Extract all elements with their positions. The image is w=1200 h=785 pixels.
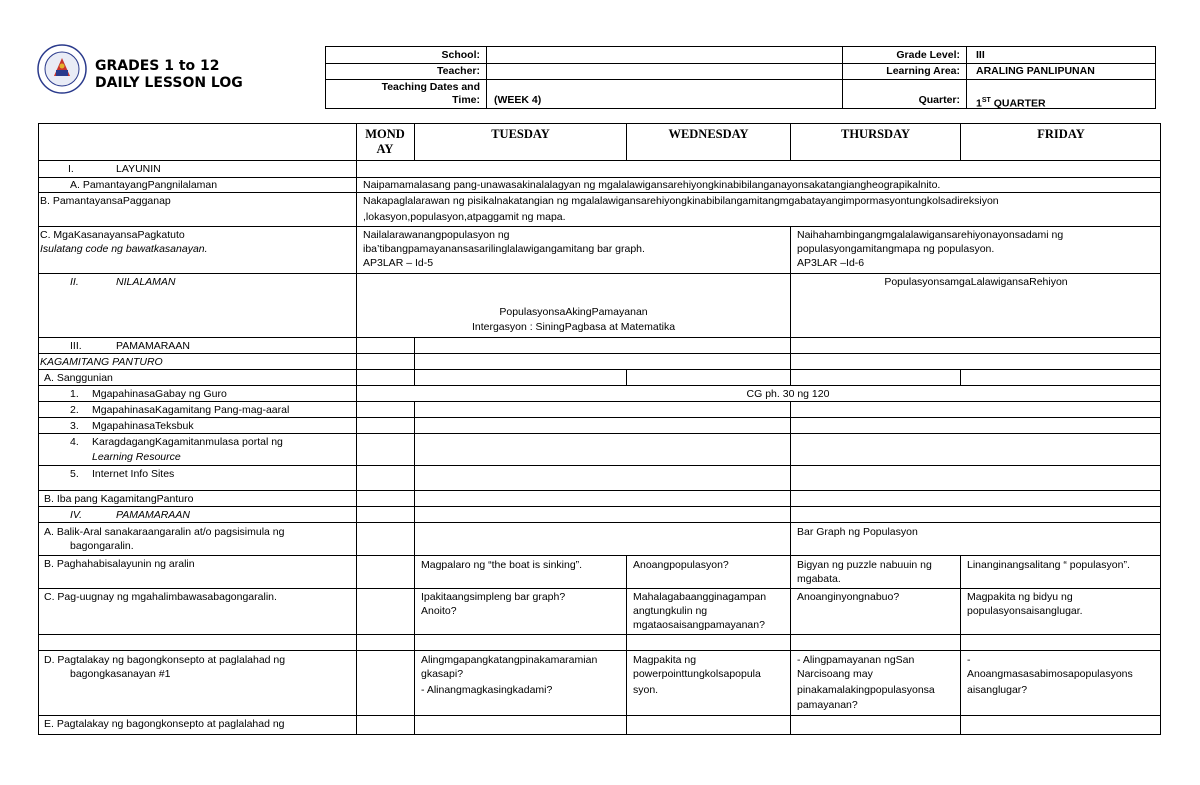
grade-level-label: Grade Level: — [896, 49, 960, 61]
sanggunian-5-label: Internet Info Sites — [92, 468, 175, 480]
balik-aral-thursday: Bar Graph ng Populasyon — [797, 526, 918, 538]
kasanayan-b-line-1: Naihahambingangmgalalawigansarehiyonayonsadami ng — [797, 229, 1064, 241]
pag-uugnay-thursday: Anoanginyongnabuo? — [797, 591, 900, 603]
nilalaman-a-line-1: PopulasyonsaAkingPamayanan — [499, 306, 648, 318]
quarter-value[interactable]: 1ST QUARTER — [976, 97, 1046, 110]
pagtalakay-1-friday-line-3: aisanglugar? — [967, 684, 1028, 696]
kasanayan-sublabel: Isulatang code ng bawatkasanayan. — [40, 243, 208, 255]
pagtalakay-1-wednesday-line-3: syon. — [633, 684, 659, 696]
pamantayan-pagganap-line-1: Nakapaglalarawan ng pisikalnakatangian ng mgalalawigansarehiyongkinabibilangamitangmgabatayangimpormasyontungkolsadireksiyon — [363, 195, 999, 207]
pamantayang-nilalaman-label: A. PamantayangPangnilalaman — [70, 179, 218, 191]
pag-uugnay-wednesday-line-1: Mahalagabaangginagampan — [633, 591, 767, 603]
iba-pang-kagamitan-label: B. Iba pang KagamitangPanturo — [44, 493, 194, 505]
pamantayan-pagganap-line-2: ,lokasyon,populasyon,atpaggamit ng mapa. — [363, 211, 566, 223]
day-header-tuesday: TUESDAY — [491, 127, 550, 141]
pamamaraan-iv-label: PAMAMARAAN — [116, 509, 190, 521]
sanggunian-4-line-1: KaragdagangKagamitanmulasa portal ng — [92, 436, 283, 448]
day-header-friday: FRIDAY — [1037, 127, 1085, 141]
sanggunian-4-num: 4. — [70, 436, 79, 448]
pagtalakay-1-tuesday-line-1: Alingmgapangkatangpinakamaramian — [421, 654, 598, 666]
paghahabi-label: B. Paghahabisalayunin ng aralin — [44, 558, 195, 570]
day-header-thursday: THURSDAY — [840, 127, 910, 141]
kasanayan-a-line-2: iba’tibangpamayanansasarilinglalawigangamitang bar graph. — [363, 243, 645, 255]
day-header-monday-1: MOND — [365, 127, 405, 141]
sanggunian-4-line-2: Learning Resource — [92, 451, 181, 463]
school-label: School: — [441, 49, 480, 61]
dates-label-2: Time: — [452, 94, 480, 106]
sanggunian-label: A. Sanggunian — [44, 372, 113, 384]
kasanayan-b-line-3: AP3LAR –Id-6 — [797, 257, 865, 269]
kasanayan-a-line-1: Nailalarawanangpopulasyon ng — [363, 229, 510, 241]
day-header-wednesday: WEDNESDAY — [668, 127, 749, 141]
layunin-num: I. — [68, 163, 74, 175]
paghahabi-thursday-line-2: mgabata. — [797, 573, 841, 585]
sanggunian-3-num: 3. — [70, 420, 79, 432]
pag-uugnay-friday-line-2: populasyonsaisanglugar. — [967, 605, 1083, 617]
pag-uugnay-tuesday-line-1: Ipakitaangsimpleng bar graph? — [421, 591, 566, 603]
paghahabi-wednesday: Anoangpopulasyon? — [633, 559, 729, 571]
deped-seal-logo — [37, 44, 87, 94]
pamantayang-nilalaman-text: Naipamamalasang pang-unawasakinalalagyan ng mgalalawigansarehiyongkinabibilanganayonsakatangiangheograpikalnito. — [363, 179, 941, 191]
sanggunian-2-num: 2. — [70, 404, 79, 416]
sanggunian-2-label: MgapahinasaKagamitang Pang-mag-aaral — [92, 404, 290, 416]
pagtalakay-1-friday-line-2: Anoangmasasabimosapopulasyons — [967, 668, 1133, 680]
day-header-monday-2: AY — [376, 142, 394, 156]
learning-area-label: Learning Area: — [886, 65, 960, 77]
grade-level-value[interactable]: III — [976, 49, 985, 61]
pagtalakay-1-thursday-line-3: pinakamalakingpopulasyonsa — [797, 684, 935, 696]
sanggunian-3-label: MgapahinasaTeksbuk — [92, 420, 194, 432]
pag-uugnay-label: C. Pag-uugnay ng mgahalimbawasabagongaralin. — [44, 591, 277, 603]
pagtalakay-1-wednesday-line-1: Magpakita ng — [633, 654, 697, 666]
sanggunian-5-num: 5. — [70, 468, 79, 480]
pagtalakay-1-line-2: bagongkasanayan #1 — [70, 668, 171, 680]
balik-aral-line-2: bagongaralin. — [70, 540, 134, 552]
sanggunian-1-num: 1. — [70, 388, 79, 400]
kasanayan-b-line-2: populasyongamitangmapa ng populasyon. — [797, 243, 995, 255]
pagtalakay-1-wednesday-line-2: powerpointtungkolsapopula — [633, 668, 761, 680]
nilalaman-label: NILALAMAN — [116, 276, 176, 288]
dates-value[interactable]: (WEEK 4) — [494, 94, 542, 106]
pag-uugnay-wednesday-line-3: mgataosaisangpamayanan? — [633, 619, 765, 631]
nilalaman-b-text: PopulasyonsamgaLalawigansaRehiyon — [884, 276, 1068, 288]
pag-uugnay-wednesday-line-2: angtungkulin ng — [633, 605, 708, 617]
kagamitang-panturo-label: KAGAMITANG PANTURO — [40, 356, 163, 368]
paghahabi-tuesday: Magpalaro ng “the boat is sinking”. — [421, 559, 583, 571]
pamamaraan-label: PAMAMARAAN — [116, 340, 190, 352]
pagtalakay-1-friday-line-1: - — [967, 654, 971, 666]
paghahabi-thursday-line-1: Bigyan ng puzzle nabuuin ng — [797, 559, 932, 571]
sanggunian-1-value: CG ph. 30 ng 120 — [746, 388, 830, 400]
lesson-log-table — [38, 123, 1161, 735]
sanggunian-1-label: MgapahinasaGabay ng Guro — [92, 388, 227, 400]
pagtalakay-1-thursday-line-2: Narcisoang may — [797, 668, 873, 680]
pag-uugnay-tuesday-line-2: Anoito? — [421, 605, 457, 617]
paghahabi-friday: Linanginangsalitang “ populasyon”. — [967, 559, 1130, 571]
teacher-label: Teacher: — [437, 65, 480, 77]
learning-area-value[interactable]: ARALING PANLIPUNAN — [976, 65, 1095, 77]
pagtalakay-1-thursday-line-1: - Alingpamayanan ngSan — [797, 654, 915, 666]
dates-label-1: Teaching Dates and — [381, 81, 480, 93]
pagtalakay-1-thursday-line-4: pamayanan? — [797, 699, 858, 711]
title-line-2: DAILY LESSON LOG — [95, 75, 243, 91]
pamamaraan-iv-num: IV. — [70, 509, 83, 521]
pagtalakay-1-tuesday-line-3: - Alinangmagkasingkadami? — [421, 684, 553, 696]
pagtalakay-1-tuesday-line-2: gkasapi? — [421, 668, 464, 680]
pag-uugnay-friday-line-1: Magpakita ng bidyu ng — [967, 591, 1073, 603]
quarter-label: Quarter: — [918, 94, 960, 106]
pamamaraan-num: III. — [70, 340, 82, 352]
layunin-label: LAYUNIN — [116, 163, 161, 175]
nilalaman-a-line-2: Intergasyon : SiningPagbasa at Matematika — [471, 321, 676, 333]
kasanayan-a-line-3: AP3LAR – Id-5 — [363, 257, 434, 269]
pamantayan-pagganap-label: B. PamantayansaPagganap — [40, 195, 171, 207]
pagtalakay-1-line-1: D. Pagtalakay ng bagongkonsepto at paglalahad ng — [44, 654, 286, 666]
title-line-1: GRADES 1 to 12 — [95, 58, 220, 74]
kasanayan-label: C. MgaKasanayansaPagkatuto — [40, 229, 185, 241]
balik-aral-line-1: A. Balik-Aral sanakaraangaralin at/o pagsisimula ng — [44, 526, 285, 538]
nilalaman-num: II. — [70, 276, 79, 288]
pagtalakay-2-label: E. Pagtalakay ng bagongkonsepto at paglalahad ng — [44, 718, 285, 730]
